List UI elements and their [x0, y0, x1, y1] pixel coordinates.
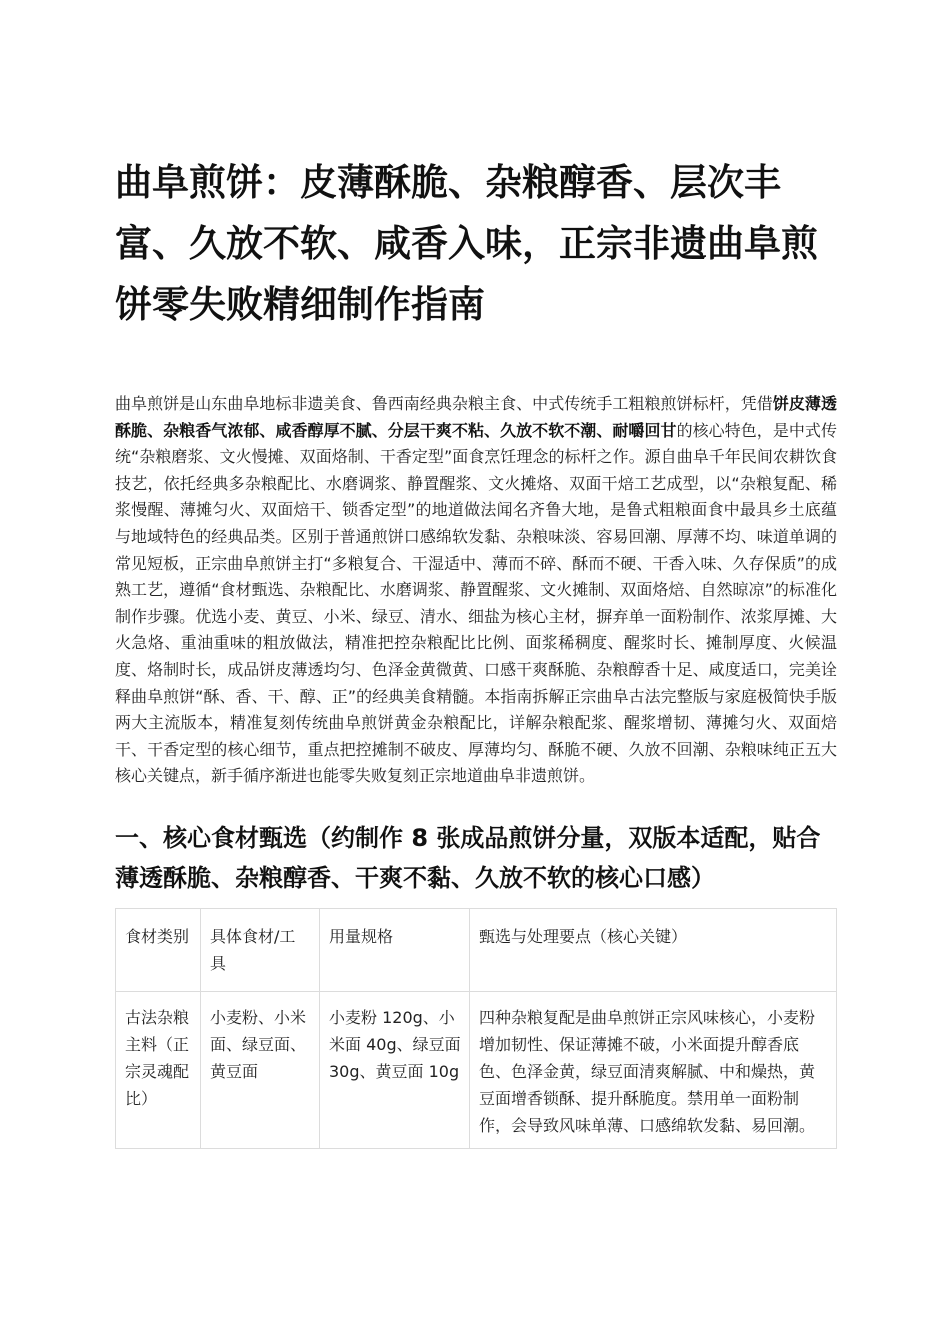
table-cell-amount — [320, 991, 470, 1148]
table-cell-category — [116, 991, 201, 1148]
section-heading-ingredients: 一、核心食材甄选（约制作 8 张成品煎饼分量，双版本适配，贴合薄透酥脆、杂粮醇香、干爽不黏、久放不软的核心口感） — [115, 823, 821, 892]
cell-text: 小麦粉 120g、小米面 40g、绿豆面 30g、黄豆面 10g — [329, 1007, 461, 1081]
table-header-cell: 具体食材/工具 — [201, 908, 320, 991]
intro-text-2: 的核心特色，是中式传统“杂粮磨浆、文火慢摊、双面烙制、干香定型”面食烹饪理念的标杆之作。源自曲阜千年民间农耕饮食技艺，依托经典多杂粮配比、水磨调浆、静置醒浆、文火摊烙、双面干焙工艺成型，以“杂粮复配、稀浆慢醒、薄摊匀火、双面焙干、锁香定型”的地道做法闻名齐鲁大地，是鲁式粗粮面食中最具乡土底蕴与地域特色的经典品类。区别于普通煎饼口感绵软发黏、杂粮味淡、容易回潮、厚薄不均、味道单调的常见短板，正宗曲阜煎饼主打“多粮复合、干湿适中、薄而不碎、酥而不硬、干香入味、久存保质”的成熟工艺，遵循“食材甄选、杂粮配比、水磨调浆、静置醒浆、文火摊制、双面烙焙、自然晾凉”的标准化制作步骤。优选小麦、黄豆、小米、绿豆、清水、细盐为核心主材，摒弃单一面粉制作、浓浆厚摊、大火急烙、重油重味的粗放做法，精准把控杂粮配比比例、面浆稀稠度、醒浆时长、摊制厚度、火候温度、烙制时长，成品饼皮薄透均匀、色泽金黄微黄、口感干爽酥脆、杂粮醇香十足、咸度适口，完美诠释曲阜煎饼“酥、香、干、醇、正”的经典美食精髓。本指南拆解正宗曲阜古法完整版与家庭极简快手版两大主流版本，精准复刻传统曲阜煎饼黄金杂粮配比，详解杂粮配浆、醒浆增韧、薄摊匀火、双面焙干、干香定型的核心细节，重点把控摊制不破皮、厚薄均匀、酥脆不硬、久放不回潮、杂粮味纯正五大核心关键点，新手循序渐进也能零失败复刻正宗地道曲阜非遗煎饼。 — [115, 420, 837, 786]
table-header-cell: 食材类别 — [116, 908, 201, 991]
intro-text-1: 曲阜煎饼是山东曲阜地标非遗美食、鲁西南经典杂粮主食、中式传统手工粗粮煎饼标杆，凭借 — [115, 394, 773, 413]
table-cell-notes — [470, 991, 837, 1148]
table-row — [116, 991, 837, 1148]
table-header-row — [116, 908, 837, 991]
page-title: 曲阜煎饼：皮薄酥脆、杂粮醇香、层次丰富、久放不软、咸香入味，正宗非遗曲阜煎饼零失败精细制作指南 — [115, 161, 818, 326]
table-header-cell: 甄选与处理要点（核心关键） — [470, 908, 837, 991]
cell-text: 四种杂粮复配是曲阜煎饼正宗风味核心，小麦粉增加韧性、保证薄摊不破，小米面提升醇香底色、色泽金黄，绿豆面清爽解腻、中和燥热，黄豆面增香锁酥、提升酥脆度。禁用单一面粉制作，会导致风味单薄、口感绵软发黏、易回潮。 — [479, 1007, 816, 1134]
intro-bold-highlight: 饼皮薄透酥脆、杂粮香气浓郁、咸香醇厚不腻、分层干爽不粘、久放不软不潮、耐嚼回甘 — [115, 394, 837, 440]
cell-text: 古法杂粮主料（正宗灵魂配比） — [125, 1007, 190, 1108]
cell-text: 小麦粉、小米面、绿豆面、黄豆面 — [210, 1007, 307, 1081]
intro-paragraph — [115, 391, 837, 790]
ingredients-table — [115, 908, 837, 1149]
table-header-cell: 用量规格 — [320, 908, 470, 991]
document-page — [115, 152, 837, 1149]
table-cell-items — [201, 991, 320, 1148]
